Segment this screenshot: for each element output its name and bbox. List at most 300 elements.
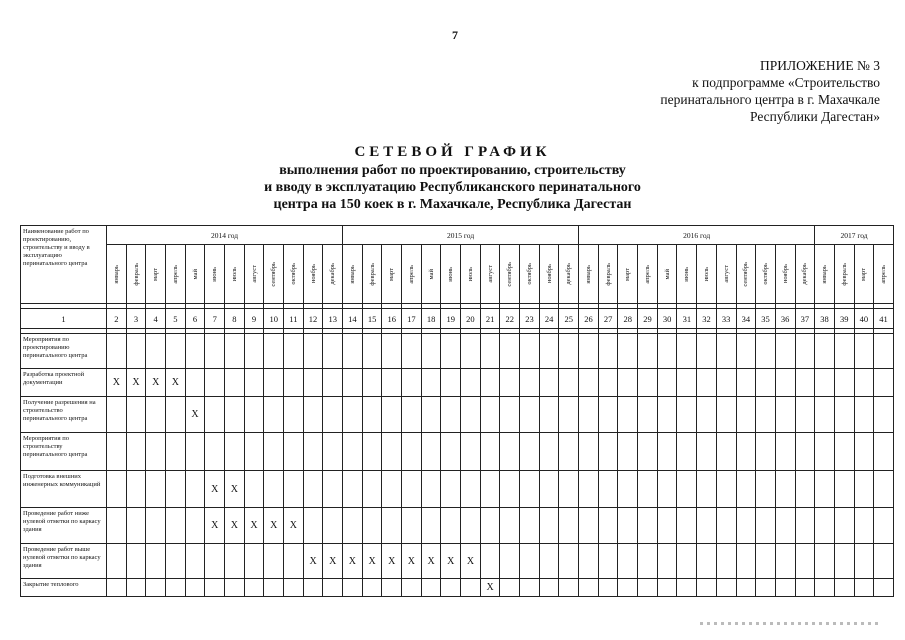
column-number: 10 bbox=[264, 309, 284, 329]
schedule-cell bbox=[441, 579, 461, 597]
schedule-cell bbox=[520, 369, 540, 397]
schedule-cell bbox=[461, 508, 481, 544]
schedule-cell bbox=[854, 433, 874, 471]
schedule-cell bbox=[854, 508, 874, 544]
month-label: август bbox=[250, 265, 258, 283]
column-number: 20 bbox=[461, 309, 481, 329]
schedule-cell bbox=[362, 397, 382, 433]
schedule-cell bbox=[775, 397, 795, 433]
column-number: 11 bbox=[284, 309, 304, 329]
schedule-cell bbox=[441, 433, 461, 471]
schedule-cell bbox=[559, 508, 579, 544]
schedule-cell bbox=[225, 397, 245, 433]
schedule-cell bbox=[756, 471, 776, 508]
task-name: Получение разрешения на строительство перинатального центра bbox=[21, 397, 107, 433]
schedule-cell bbox=[244, 433, 264, 471]
month-header bbox=[303, 245, 323, 304]
schedule-cell bbox=[480, 369, 500, 397]
schedule-cell bbox=[185, 471, 205, 508]
month-label: май bbox=[191, 268, 199, 280]
schedule-cell bbox=[854, 369, 874, 397]
appendix-header bbox=[590, 57, 880, 125]
schedule-cell bbox=[421, 334, 441, 369]
schedule-cell bbox=[500, 579, 520, 597]
schedule-cell bbox=[323, 397, 343, 433]
schedule-cell bbox=[559, 433, 579, 471]
schedule-cell bbox=[775, 471, 795, 508]
schedule-cell bbox=[657, 433, 677, 471]
schedule-cell bbox=[146, 397, 166, 433]
schedule-cell bbox=[264, 579, 284, 597]
month-label: апрель bbox=[171, 264, 179, 284]
schedule-cell bbox=[205, 579, 225, 597]
year-header: 2017 год bbox=[815, 226, 894, 245]
table-row bbox=[21, 433, 894, 471]
title-subline: и вводу в эксплуатацию Республиканского перинатального bbox=[264, 180, 641, 195]
schedule-cell bbox=[795, 471, 815, 508]
schedule-cell bbox=[756, 334, 776, 369]
table-row bbox=[21, 369, 894, 397]
column-number: 38 bbox=[815, 309, 835, 329]
schedule-cell bbox=[382, 433, 402, 471]
month-header bbox=[854, 245, 874, 304]
schedule-mark: Х bbox=[205, 471, 225, 508]
schedule-cell bbox=[834, 369, 854, 397]
month-label: март bbox=[860, 267, 868, 281]
month-header bbox=[500, 245, 520, 304]
month-header bbox=[244, 245, 264, 304]
schedule-cell bbox=[834, 433, 854, 471]
schedule-cell bbox=[579, 369, 599, 397]
column-number: 30 bbox=[657, 309, 677, 329]
schedule-cell bbox=[146, 471, 166, 508]
schedule-table bbox=[20, 225, 894, 597]
schedule-cell bbox=[815, 579, 835, 597]
schedule-cell bbox=[657, 579, 677, 597]
schedule-cell bbox=[126, 433, 146, 471]
schedule-cell bbox=[362, 508, 382, 544]
schedule-cell bbox=[834, 579, 854, 597]
month-label: январь bbox=[821, 264, 829, 284]
schedule-mark: Х bbox=[244, 508, 264, 544]
schedule-cell bbox=[874, 334, 894, 369]
schedule-cell bbox=[480, 508, 500, 544]
column-number: 9 bbox=[244, 309, 264, 329]
schedule-cell bbox=[834, 544, 854, 579]
schedule-mark: Х bbox=[461, 544, 481, 579]
column-number: 37 bbox=[795, 309, 815, 329]
schedule-cell bbox=[225, 544, 245, 579]
schedule-cell bbox=[677, 471, 697, 508]
schedule-cell bbox=[638, 508, 658, 544]
appendix-line: перинатального центра в г. Махачкале bbox=[660, 92, 880, 107]
month-header bbox=[520, 245, 540, 304]
schedule-cell bbox=[225, 369, 245, 397]
month-header bbox=[795, 245, 815, 304]
month-label: апрель bbox=[643, 264, 651, 284]
column-number: 5 bbox=[166, 309, 186, 329]
schedule-cell bbox=[579, 334, 599, 369]
schedule-cell bbox=[539, 334, 559, 369]
schedule-cell bbox=[854, 397, 874, 433]
month-label: май bbox=[663, 268, 671, 280]
schedule-cell bbox=[520, 471, 540, 508]
schedule-cell bbox=[716, 433, 736, 471]
schedule-cell bbox=[461, 471, 481, 508]
month-label: апрель bbox=[880, 264, 888, 284]
task-name: Подготовка внешних инженерных коммуникаций bbox=[21, 471, 107, 508]
schedule-cell bbox=[756, 579, 776, 597]
schedule-cell bbox=[382, 397, 402, 433]
schedule-mark: Х bbox=[480, 579, 500, 597]
schedule-cell bbox=[166, 397, 186, 433]
schedule-cell bbox=[126, 508, 146, 544]
schedule-cell bbox=[697, 397, 717, 433]
title-subline: выполнения работ по проектированию, строительству bbox=[279, 163, 626, 178]
month-header bbox=[736, 245, 756, 304]
month-header bbox=[166, 245, 186, 304]
schedule-cell bbox=[185, 579, 205, 597]
column-number: 6 bbox=[185, 309, 205, 329]
schedule-cell bbox=[303, 579, 323, 597]
schedule-cell bbox=[284, 579, 304, 597]
schedule-cell bbox=[480, 433, 500, 471]
month-header bbox=[756, 245, 776, 304]
schedule-cell bbox=[638, 579, 658, 597]
schedule-cell bbox=[126, 334, 146, 369]
schedule-cell bbox=[598, 508, 618, 544]
schedule-cell bbox=[736, 334, 756, 369]
month-label: июль bbox=[466, 266, 474, 282]
schedule-cell bbox=[402, 369, 422, 397]
schedule-cell bbox=[559, 544, 579, 579]
schedule-cell bbox=[500, 334, 520, 369]
schedule-cell bbox=[815, 508, 835, 544]
schedule-cell bbox=[343, 508, 363, 544]
year-header: 2016 год bbox=[579, 226, 815, 245]
schedule-cell bbox=[657, 471, 677, 508]
schedule-cell bbox=[756, 544, 776, 579]
schedule-cell bbox=[657, 334, 677, 369]
schedule-cell bbox=[697, 544, 717, 579]
schedule-cell bbox=[441, 508, 461, 544]
schedule-cell bbox=[677, 397, 697, 433]
schedule-cell bbox=[126, 471, 146, 508]
schedule-cell bbox=[579, 508, 599, 544]
schedule-cell bbox=[421, 433, 441, 471]
schedule-cell bbox=[874, 369, 894, 397]
column-number: 29 bbox=[638, 309, 658, 329]
column-number: 1 bbox=[21, 309, 107, 329]
schedule-mark: Х bbox=[126, 369, 146, 397]
column-number: 21 bbox=[480, 309, 500, 329]
schedule-cell bbox=[343, 471, 363, 508]
column-number: 19 bbox=[441, 309, 461, 329]
schedule-mark: Х bbox=[402, 544, 422, 579]
schedule-cell bbox=[303, 397, 323, 433]
schedule-cell bbox=[205, 544, 225, 579]
schedule-cell bbox=[815, 433, 835, 471]
month-label: февраль bbox=[604, 262, 612, 286]
month-header bbox=[618, 245, 638, 304]
schedule-cell bbox=[598, 433, 618, 471]
schedule-cell bbox=[520, 508, 540, 544]
schedule-cell bbox=[421, 508, 441, 544]
schedule-cell bbox=[874, 579, 894, 597]
schedule-cell bbox=[323, 433, 343, 471]
schedule-cell bbox=[480, 471, 500, 508]
schedule-cell bbox=[697, 334, 717, 369]
schedule-cell bbox=[284, 334, 304, 369]
schedule-cell bbox=[323, 508, 343, 544]
month-header bbox=[264, 245, 284, 304]
document-title bbox=[0, 142, 905, 213]
month-header bbox=[343, 245, 363, 304]
schedule-cell bbox=[559, 334, 579, 369]
schedule-cell bbox=[716, 544, 736, 579]
schedule-cell bbox=[795, 579, 815, 597]
schedule-cell bbox=[480, 397, 500, 433]
column-number: 39 bbox=[834, 309, 854, 329]
schedule-cell bbox=[677, 433, 697, 471]
schedule-cell bbox=[264, 471, 284, 508]
schedule-cell bbox=[284, 433, 304, 471]
schedule-cell bbox=[638, 334, 658, 369]
column-number: 13 bbox=[323, 309, 343, 329]
schedule-cell bbox=[107, 508, 127, 544]
schedule-cell bbox=[520, 397, 540, 433]
month-label: август bbox=[722, 265, 730, 283]
schedule-cell bbox=[736, 433, 756, 471]
month-label: февраль bbox=[132, 262, 140, 286]
schedule-cell bbox=[657, 369, 677, 397]
schedule-cell bbox=[638, 544, 658, 579]
month-label: декабрь bbox=[565, 263, 573, 285]
month-header bbox=[697, 245, 717, 304]
schedule-cell bbox=[736, 471, 756, 508]
schedule-cell bbox=[480, 544, 500, 579]
schedule-mark: Х bbox=[323, 544, 343, 579]
schedule-cell bbox=[205, 334, 225, 369]
title-main: СЕТЕВОЙ ГРАФИК bbox=[354, 144, 551, 160]
month-label: июль bbox=[702, 266, 710, 282]
table-row bbox=[21, 397, 894, 433]
schedule-cell bbox=[126, 544, 146, 579]
schedule-cell bbox=[166, 579, 186, 597]
month-label: ноябрь bbox=[545, 264, 553, 284]
schedule-cell bbox=[579, 471, 599, 508]
schedule-cell bbox=[579, 397, 599, 433]
column-number: 33 bbox=[716, 309, 736, 329]
schedule-cell bbox=[461, 369, 481, 397]
month-label: январь bbox=[348, 264, 356, 284]
month-header bbox=[716, 245, 736, 304]
month-header bbox=[539, 245, 559, 304]
schedule-cell bbox=[756, 397, 776, 433]
schedule-cell bbox=[598, 334, 618, 369]
schedule-cell bbox=[854, 544, 874, 579]
month-label: апрель bbox=[407, 264, 415, 284]
schedule-cell bbox=[520, 544, 540, 579]
schedule-cell bbox=[362, 471, 382, 508]
schedule-cell bbox=[559, 579, 579, 597]
schedule-cell bbox=[716, 334, 736, 369]
schedule-cell bbox=[146, 334, 166, 369]
schedule-cell bbox=[815, 369, 835, 397]
month-header bbox=[126, 245, 146, 304]
schedule-mark: Х bbox=[225, 508, 245, 544]
schedule-cell bbox=[618, 334, 638, 369]
month-header bbox=[107, 245, 127, 304]
schedule-cell bbox=[166, 471, 186, 508]
column-number: 22 bbox=[500, 309, 520, 329]
scan-marks bbox=[700, 622, 880, 625]
schedule-cell bbox=[323, 334, 343, 369]
month-header bbox=[441, 245, 461, 304]
schedule-cell bbox=[716, 397, 736, 433]
schedule-cell bbox=[697, 369, 717, 397]
schedule-cell bbox=[736, 544, 756, 579]
month-header bbox=[284, 245, 304, 304]
column-number: 34 bbox=[736, 309, 756, 329]
column-number: 41 bbox=[874, 309, 894, 329]
schedule-cell bbox=[697, 579, 717, 597]
schedule-cell bbox=[854, 471, 874, 508]
schedule-cell bbox=[303, 334, 323, 369]
schedule-cell bbox=[205, 433, 225, 471]
table-row bbox=[21, 471, 894, 508]
column-number: 12 bbox=[303, 309, 323, 329]
schedule-cell bbox=[815, 471, 835, 508]
schedule-cell bbox=[500, 397, 520, 433]
schedule-cell bbox=[382, 369, 402, 397]
schedule-cell bbox=[382, 579, 402, 597]
schedule-cell bbox=[107, 471, 127, 508]
schedule-cell bbox=[874, 397, 894, 433]
schedule-cell bbox=[638, 369, 658, 397]
column-number: 25 bbox=[559, 309, 579, 329]
schedule-cell bbox=[815, 544, 835, 579]
column-number: 15 bbox=[362, 309, 382, 329]
month-label: ноябрь bbox=[781, 264, 789, 284]
month-label: сентябрь bbox=[506, 261, 514, 287]
schedule-cell bbox=[775, 579, 795, 597]
schedule-mark: Х bbox=[225, 471, 245, 508]
schedule-cell bbox=[185, 508, 205, 544]
schedule-cell bbox=[598, 579, 618, 597]
month-header bbox=[402, 245, 422, 304]
schedule-cell bbox=[736, 397, 756, 433]
schedule-cell bbox=[598, 397, 618, 433]
schedule-cell bbox=[795, 334, 815, 369]
schedule-cell bbox=[185, 433, 205, 471]
schedule-cell bbox=[697, 433, 717, 471]
column-number: 4 bbox=[146, 309, 166, 329]
task-name: Разработка проектной документации bbox=[21, 369, 107, 397]
schedule-cell bbox=[244, 544, 264, 579]
schedule-cell bbox=[185, 544, 205, 579]
schedule-cell bbox=[362, 433, 382, 471]
month-header bbox=[205, 245, 225, 304]
schedule-cell bbox=[677, 544, 697, 579]
schedule-cell bbox=[598, 471, 618, 508]
schedule-cell bbox=[185, 334, 205, 369]
schedule-cell bbox=[834, 508, 854, 544]
schedule-cell bbox=[697, 508, 717, 544]
schedule-cell bbox=[264, 544, 284, 579]
schedule-cell bbox=[874, 433, 894, 471]
month-header bbox=[638, 245, 658, 304]
schedule-cell bbox=[107, 579, 127, 597]
appendix-line: к подпрограмме «Строительство bbox=[692, 75, 880, 90]
schedule-cell bbox=[539, 544, 559, 579]
schedule-cell bbox=[244, 579, 264, 597]
schedule-cell bbox=[500, 433, 520, 471]
schedule-cell bbox=[402, 334, 422, 369]
schedule-mark: Х bbox=[284, 508, 304, 544]
schedule-cell bbox=[441, 397, 461, 433]
schedule-cell bbox=[343, 334, 363, 369]
table-row bbox=[21, 579, 894, 597]
month-header bbox=[775, 245, 795, 304]
schedule-cell bbox=[284, 471, 304, 508]
schedule-cell bbox=[795, 397, 815, 433]
month-label: сентябрь bbox=[270, 261, 278, 287]
schedule-cell bbox=[756, 369, 776, 397]
month-header bbox=[834, 245, 854, 304]
year-header: 2015 год bbox=[343, 226, 579, 245]
schedule-cell bbox=[107, 433, 127, 471]
column-number: 36 bbox=[775, 309, 795, 329]
schedule-cell bbox=[343, 369, 363, 397]
schedule-cell bbox=[834, 397, 854, 433]
month-label: июнь bbox=[447, 266, 455, 282]
schedule-cell bbox=[402, 471, 422, 508]
month-label: март bbox=[624, 267, 632, 281]
schedule-cell bbox=[284, 397, 304, 433]
month-header bbox=[225, 245, 245, 304]
schedule-cell bbox=[775, 433, 795, 471]
schedule-cell bbox=[146, 508, 166, 544]
column-number: 14 bbox=[343, 309, 363, 329]
column-number: 2 bbox=[107, 309, 127, 329]
task-name: Закрытие теплового bbox=[21, 579, 107, 597]
schedule-mark: Х bbox=[343, 544, 363, 579]
schedule-cell bbox=[264, 433, 284, 471]
month-header bbox=[480, 245, 500, 304]
schedule-cell bbox=[716, 579, 736, 597]
schedule-cell bbox=[500, 471, 520, 508]
schedule-cell bbox=[500, 369, 520, 397]
column-number: 8 bbox=[225, 309, 245, 329]
schedule-cell bbox=[205, 397, 225, 433]
schedule-cell bbox=[638, 433, 658, 471]
title-subline: центра на 150 коек в г. Махачкале, Республика Дагестан bbox=[273, 197, 632, 212]
schedule-cell bbox=[795, 544, 815, 579]
schedule-cell bbox=[107, 334, 127, 369]
month-label: февраль bbox=[840, 262, 848, 286]
schedule-cell bbox=[362, 579, 382, 597]
month-label: октябрь bbox=[525, 263, 533, 285]
schedule-cell bbox=[677, 334, 697, 369]
task-name: Проведение работ выше нулевой отметки по каркасу здания bbox=[21, 544, 107, 579]
month-header bbox=[421, 245, 441, 304]
schedule-cell bbox=[539, 369, 559, 397]
schedule-mark: Х bbox=[303, 544, 323, 579]
schedule-cell bbox=[323, 579, 343, 597]
schedule-cell bbox=[520, 579, 540, 597]
month-label: февраль bbox=[368, 262, 376, 286]
